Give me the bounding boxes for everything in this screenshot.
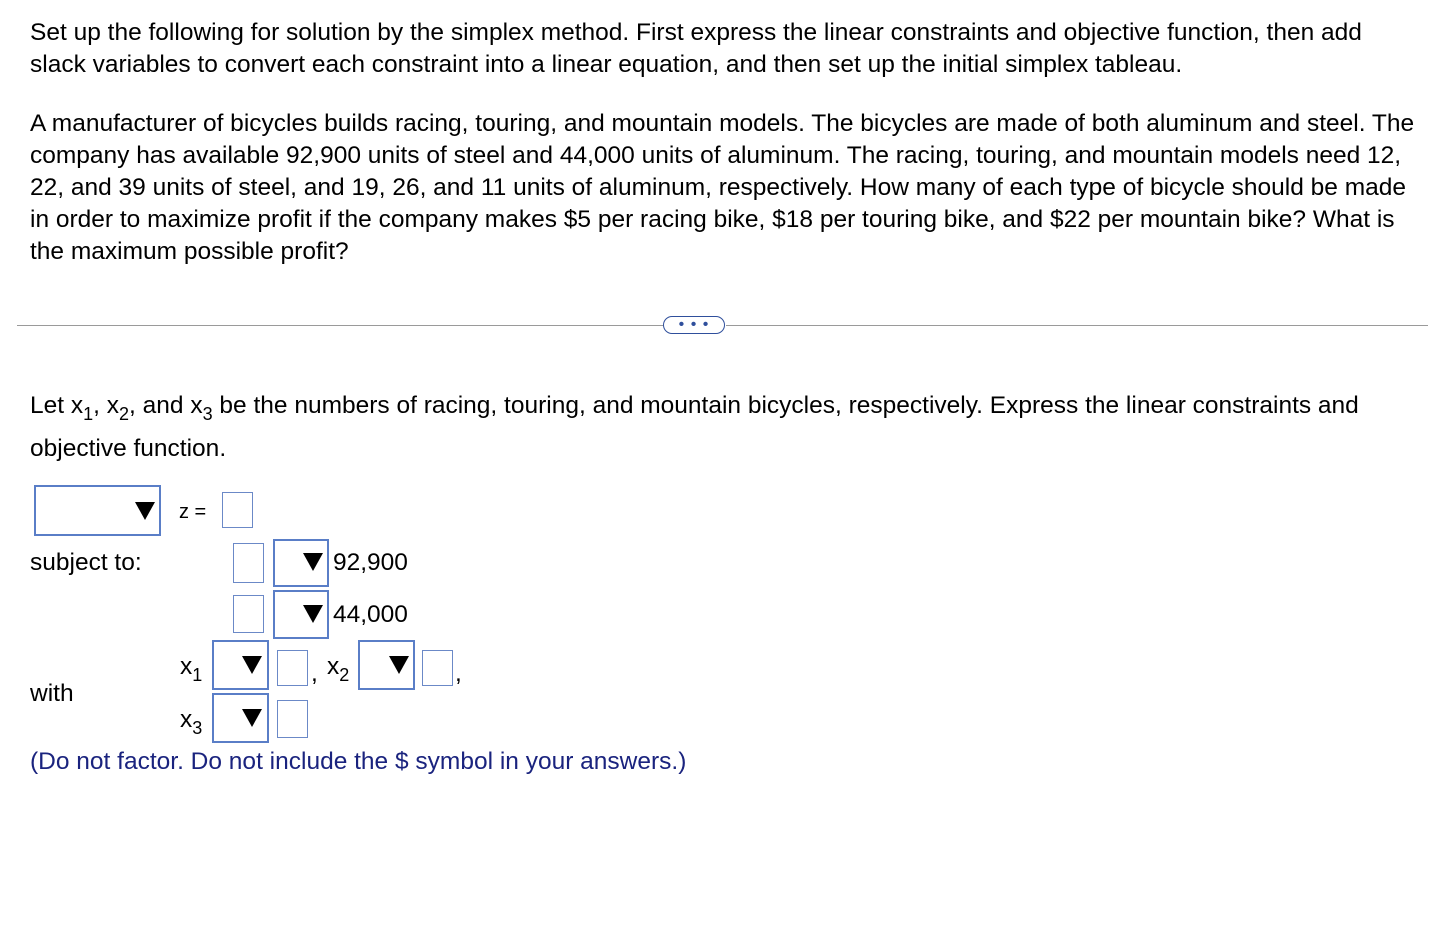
chevron-down-icon [242, 656, 262, 674]
variables-definition: Let $x_1$, $x_2$, and $x_3$ be the numbers of racing, touring, and mountain bicycles, respectively. Express the linear constraints and objective function. [30, 392, 1359, 462]
chevron-down-icon [242, 709, 262, 727]
x2-label: $x_2$ [327, 653, 350, 685]
comma: , [311, 660, 318, 687]
chevron-down-icon [303, 553, 323, 571]
x3-label: $x_3$ [180, 706, 203, 738]
instructions-text: Set up the following for solution by the simplex method. First express the linear constraints and objective function, then add slack variables to convert each constraint into a linear equation, and then set up the initial simplex tableau. [30, 19, 1362, 78]
divider-right [726, 325, 1428, 326]
show-more-button[interactable]: • • • [663, 316, 725, 334]
objective-label: z = [179, 501, 207, 523]
problem-statement: A manufacturer of bicycles builds racing, touring, and mountain models. The bicycles are made of both aluminum and steel. The company has available 92,900 units of steel and 44,000 units of aluminum. The racing, touring, and mountain models need 12, 22, and 39 units of steel, and 19, 26, and 11 units of aluminum, respectively. How many of each type of bicycle should be made in order to maximize profit if the company makes $5 per racing bike, $18 per touring bike, and $22 per mountain bike? What is the maximum possible profit? [30, 110, 1415, 265]
x1-bound-input[interactable] [277, 650, 308, 686]
with-label: with [30, 680, 74, 707]
constraint-1-rhs: 92,900 [333, 549, 408, 576]
x2-inequality-dropdown[interactable] [358, 640, 415, 690]
x2-bound-input[interactable] [422, 650, 453, 686]
chevron-down-icon [303, 605, 323, 623]
x1-label: $x_1$ [180, 653, 203, 685]
x3-bound-input[interactable] [277, 700, 308, 738]
divider-left [17, 325, 663, 326]
constraint-1-inequality-dropdown[interactable] [273, 539, 329, 587]
objective-type-dropdown[interactable] [34, 485, 161, 536]
chevron-down-icon [389, 656, 409, 674]
constraint-2-inequality-dropdown[interactable] [273, 590, 329, 639]
constraint-2-rhs: 44,000 [333, 601, 408, 628]
constraint-2-lhs-input[interactable] [233, 595, 264, 633]
answer-note: (Do not factor. Do not include the $ symbol in your answers.) [30, 748, 687, 775]
comma: , [455, 660, 462, 687]
x1-inequality-dropdown[interactable] [212, 640, 269, 690]
chevron-down-icon [135, 502, 155, 520]
objective-function-input[interactable] [222, 492, 253, 528]
subject-to-label: subject to: [30, 549, 142, 576]
constraint-1-lhs-input[interactable] [233, 543, 264, 583]
x3-inequality-dropdown[interactable] [212, 693, 269, 743]
